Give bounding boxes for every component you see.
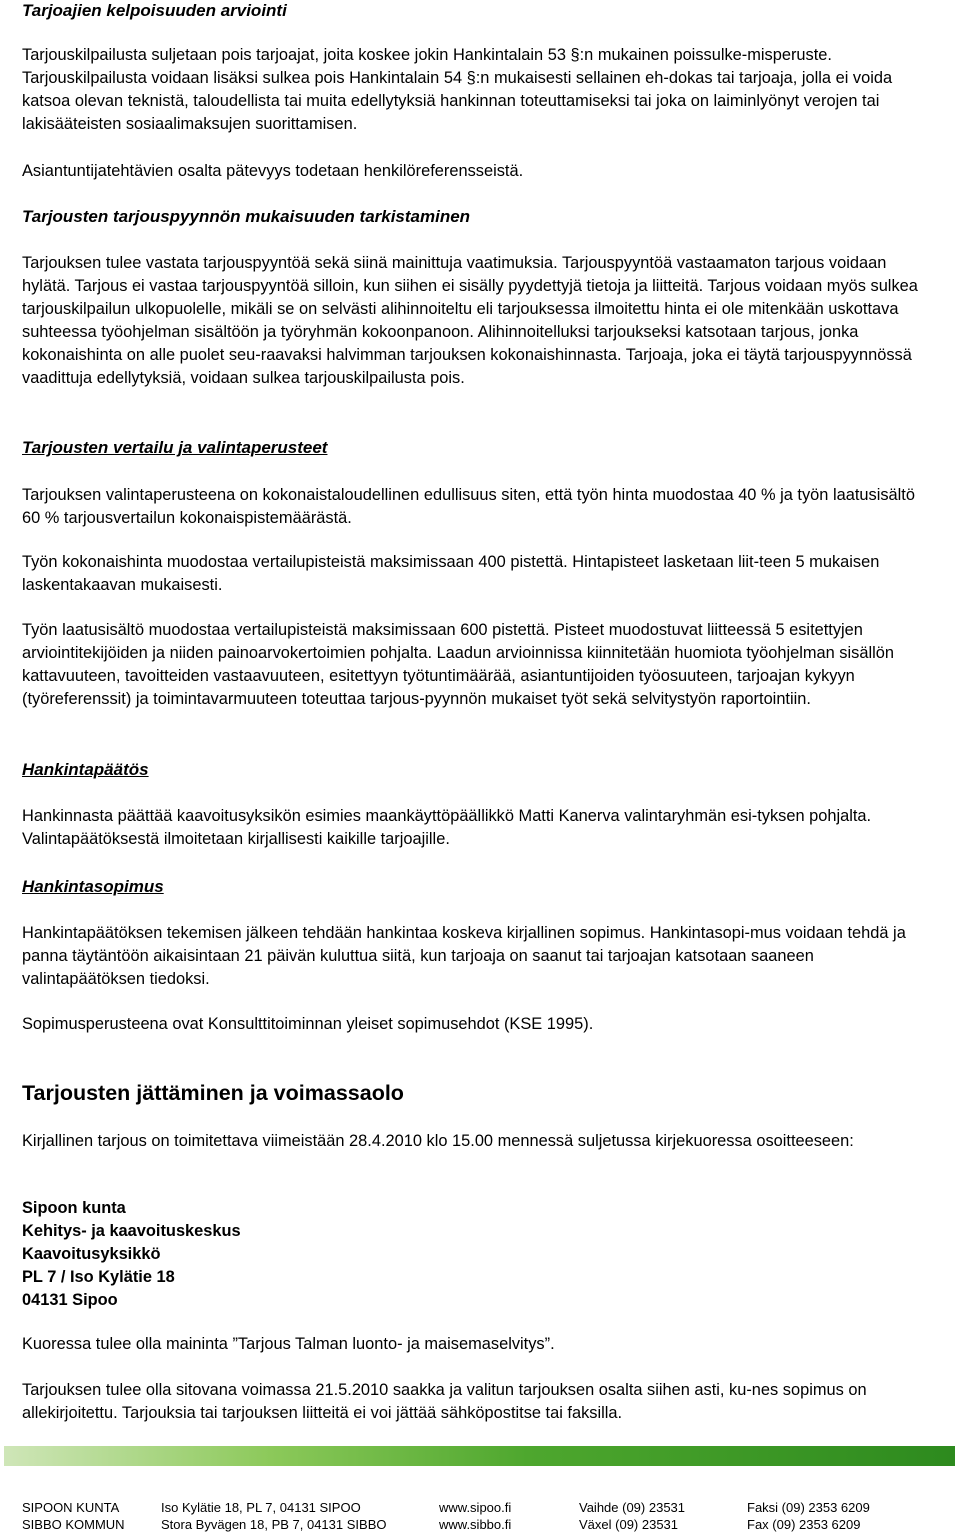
footer-color-bar (4, 1446, 955, 1466)
section-title-vertailu: Tarjousten vertailu ja valintaperusteet (22, 438, 328, 457)
address-line: Sipoon kunta (22, 1199, 126, 1217)
address-line: 04131 Sipoo (22, 1290, 118, 1309)
footer-organization: SIBBO KOMMUN (22, 1517, 125, 1532)
paragraph-valintaperusteet: Tarjouksen valintaperusteena on kokonaistaloudellinen edullisuus siten, että työn hinta muodostaa 40 % ja työn laatusisältö 60 % tarjousvertailun kokonaispistemäärästä. (22, 486, 915, 527)
page-footer (22, 1499, 932, 1533)
paragraph-patevyys: Asiantuntijatehtävien osalta pätevyys todetaan henkilöreferensseistä. (22, 162, 524, 180)
section-title-hankintasopimus: Hankintasopimus (22, 877, 164, 896)
address-line: Kaavoitusyksikkö (22, 1244, 161, 1263)
footer-fax: Faksi (09) 2353 6209 (747, 1500, 870, 1515)
paragraph-kuoren-merkinta: Kuoressa tulee olla maininta ”Tarjous Talman luonto- ja maisemaselvitys”. (22, 1335, 555, 1353)
section-title-tarkistaminen: Tarjousten tarjouspyynnön mukaisuuden tarkistaminen (22, 207, 471, 226)
footer-street-address: Iso Kylätie 18, PL 7, 04131 SIPOO (161, 1500, 361, 1515)
paragraph-tarjouksen-vaatimukset: Tarjouksen tulee vastata tarjouspyyntöä sekä siinä mainittuja vaatimuksia. Tarjouspyyntöä vastaamaton tarjous voidaan hylätä. Tarjous ei vastaa tarjouspyyntöä silloin, kun siihen ei sisälly pyydettyjä tietoja ja liitteitä. Tarjous voidaan myös sulkea tarjouskilpailun ulkopuolelle, mikäli se on selvästi alihinnoiteltu eli tarjouksessa ilmoitettu hinta ei ole mitenkään uskottava suhteessa työohjelman sisältöön ja työryhmän kokoonpanoon. Alihinnoitelluksi tarjoukseksi katsotaan tarjous, jonka kokonaishinta on alle puolet seu-raavaksi halvimman tarjouksen kokonaishinnasta. Tarjoaja, joka ei täytä tarjouspyynnössä vaadittuja edellytyksiä, voidaan sulkea tarjouskilpailusta pois. (22, 254, 918, 387)
section-title-hankintapaatos: Hankintapäätös (22, 760, 149, 779)
paragraph-poissulkeminen: Tarjouskilpailusta suljetaan pois tarjoajat, joita koskee jokin Hankintalain 53 §:n mukainen poissulke-misperuste. Tarjouskilpailusta voidaan lisäksi sulkea pois Hankintalain 54 §:n mukaisesti sellainen eh-dokas tai tarjoaja, jolla ei voida katsoa olevan teknistä, taloudellista tai muita edellytyksiä hankinnan toteuttamiseksi tai joka on laiminlyönyt verojen tai lakisääteisten sosiaalimaksujen suorittamisen. (22, 46, 893, 133)
paragraph-voimassaolo: Tarjouksen tulee olla sitovana voimassa 21.5.2010 saakka ja valitun tarjouksen osalta siihen asti, ku-nes sopimus on allekirjoitettu. Tarjouksia tai tarjouksen liitteitä ei voi jättää sähköpostitse tai faksilla. (22, 1381, 867, 1422)
footer-phone: Vaihde (09) 23531 (579, 1500, 686, 1515)
footer-website-link[interactable]: www.sibbo.fi (439, 1517, 512, 1532)
delivery-address (22, 1197, 927, 1312)
paragraph-laatusisalto: Työn laatusisältö muodostaa vertailupisteistä maksimissaan 600 pistettä. Pisteet muodostuvat liitteessä 5 esitettyjen arviointitekijöiden ja niiden painoarvokertoimien pohjalta. Laadun arvioinnissa kiinnitetään huomiota työohjelman sisällön kattavuuteen, tavoitteiden vastaavuuteen, esitettyyn työtuntimäärää, asiantuntijoiden työosuuteen, tarjoajan kykyyn (työreferenssit) ja toimintavarmuuteen toteuttaa tarjous-pyynnön mukaiset työt sekä selvitystyön raportointiin. (22, 621, 894, 708)
footer-organization: SIPOON KUNTA (22, 1500, 120, 1515)
section-title-jattaminen: Tarjousten jättäminen ja voimassaolo (22, 1081, 404, 1105)
footer-phone: Växel (09) 23531 (579, 1517, 679, 1532)
paragraph-hankintasopimus: Hankintapäätöksen tekemisen jälkeen tehdään hankintaa koskeva kirjallinen sopimus. Hankintasopi-mus voidaan tehdä ja panna täytäntöön aikaisintaan 21 päivän kuluttua siitä, kun tarjoaja on saanut tai tarjoajan katsotaan saaneen valintapäätöksen tiedoksi. (22, 924, 906, 988)
paragraph-kokonaishinta: Työn kokonaishinta muodostaa vertailupisteistä maksimissaan 400 pistettä. Hintapisteet lasketaan liit-teen 5 mukaisen laskentakaavan mukaisesti. (22, 553, 880, 594)
footer-website-link[interactable]: www.sipoo.fi (439, 1500, 512, 1515)
footer-fax: Fax (09) 2353 6209 (747, 1517, 861, 1532)
address-line: PL 7 / Iso Kylätie 18 (22, 1267, 175, 1286)
paragraph-sopimusperuste: Sopimusperusteena ovat Konsulttitoiminnan yleiset sopimusehdot (KSE 1995). (22, 1015, 594, 1033)
address-line: Kehitys- ja kaavoituskeskus (22, 1221, 241, 1240)
footer-street-address: Stora Byvägen 18, PB 7, 04131 SIBBO (161, 1517, 387, 1532)
section-title-kelpoisuus: Tarjoajien kelpoisuuden arviointi (22, 1, 287, 20)
paragraph-maaraaika: Kirjallinen tarjous on toimitettava viimeistään 28.4.2010 klo 15.00 mennessä suljetussa kirjekuoressa osoitteeseen: (22, 1132, 854, 1150)
footer-row-finnish (22, 1499, 932, 1516)
paragraph-hankintapaatos: Hankinnasta päättää kaavoitusyksikön esimies maankäyttöpäällikkö Matti Kanerva valintaryhmän esi-tyksen pohjalta. Valintapäätöksestä ilmoitetaan kirjallisesti kaikille tarjoajille. (22, 807, 872, 848)
footer-row-swedish (22, 1516, 932, 1533)
